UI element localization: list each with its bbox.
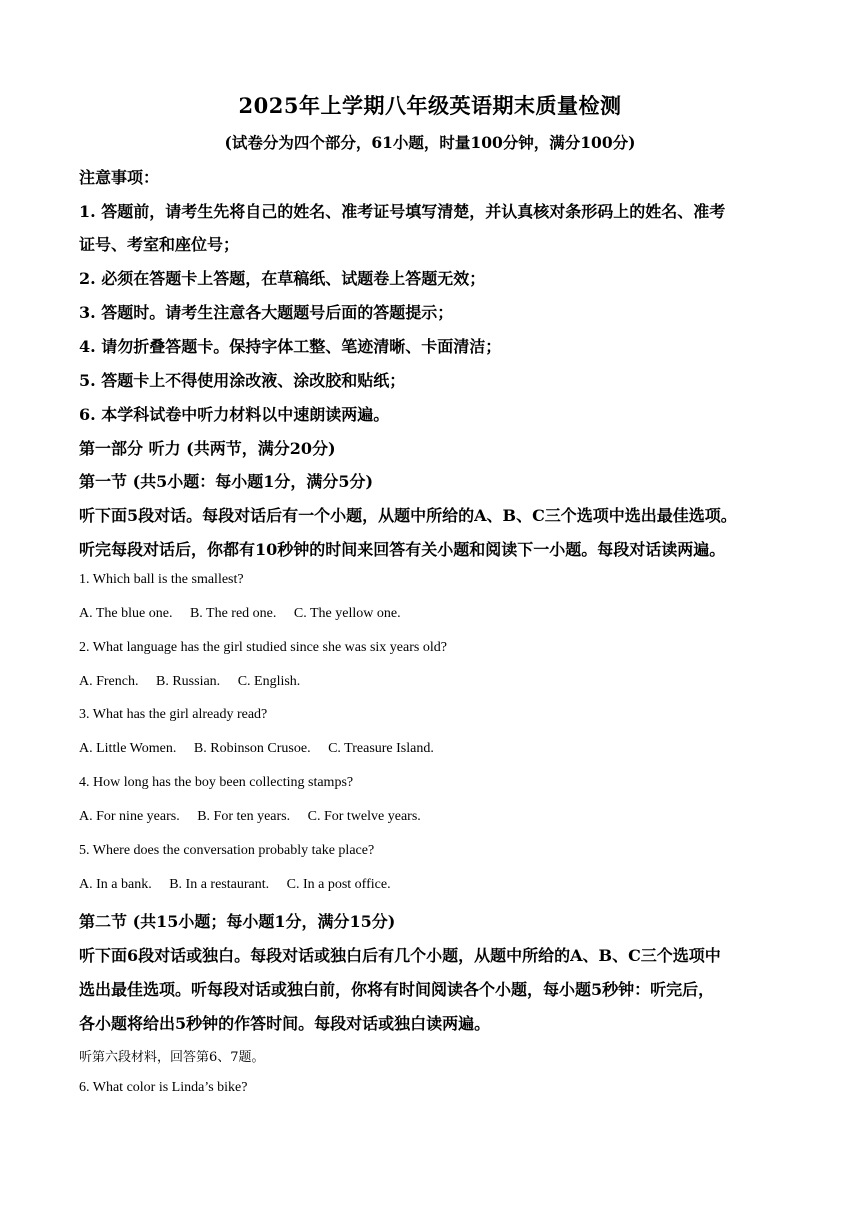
question-options: [79, 606, 789, 622]
question-options: [79, 741, 789, 757]
option-a: A. The blue one.: [79, 606, 173, 621]
section2-instruction: 听下面6段对话或独白。每段对话或独白后有几个小题，从题中所给的A、B、C三个选项中: [79, 946, 721, 965]
option-a: A. For nine years.: [79, 809, 180, 824]
option-b: B. Russian.: [156, 674, 221, 689]
section1-instruction: 听完每段对话后，你都有10秒钟的时间来回答有关小题和阅读下一小题。每段对话读两遍。: [79, 540, 726, 559]
option-a: A. French.: [79, 674, 139, 689]
question-options: [79, 877, 789, 893]
question-text: 2. What language has the girl studied since she was six years old?: [79, 640, 447, 655]
notice-item: 证号、考室和座位号；: [79, 235, 240, 254]
page-title: 2025年上学期八年级英语期末质量检测: [238, 93, 622, 118]
question-options: [79, 809, 789, 825]
question-text: 4. How long has the boy been collecting stamps?: [79, 775, 354, 790]
option-c: C. Treasure Island.: [328, 741, 434, 756]
material-note: 听第六段材料，回答第6、7题。: [79, 1050, 265, 1065]
option-a: A. In a bank.: [79, 877, 152, 892]
notice-item: 5. 答题卡上不得使用涂改液、涂改胶和贴纸；: [79, 371, 406, 390]
section1-instruction: 听下面5段对话。每段对话后有一个小题，从题中所给的A、B、C三个选项中选出最佳选项。: [79, 506, 737, 525]
part1-heading: 第一部分 听力 (共两节，满分20分): [79, 439, 336, 458]
option-a: A. Little Women.: [79, 741, 177, 756]
question-text: 3. What has the girl already read?: [79, 707, 268, 722]
option-c: C. The yellow one.: [293, 606, 401, 621]
section2-instruction: 各小题将给出5秒钟的作答时间。每段对话或独白读两遍。: [79, 1014, 491, 1033]
option-c: C. For twelve years.: [307, 809, 421, 824]
question-text: 6. What color is Linda’s bike?: [79, 1080, 248, 1095]
question-text: 5. Where does the conversation probably take place?: [79, 843, 375, 858]
question-text: 1. Which ball is the smallest?: [79, 572, 244, 587]
option-b: B. In a restaurant.: [169, 877, 270, 892]
section1-heading: 第一节 (共5小题：每小题1分，满分5分): [79, 472, 374, 491]
notice-item: 4. 请勿折叠答题卡。保持字体工整、笔迹清晰、卡面清洁；: [79, 337, 502, 356]
notice-heading: 注意事项：: [79, 168, 160, 187]
option-c: C. In a post office.: [286, 877, 391, 892]
notice-item: 6. 本学科试卷中听力材料以中速朗读两遍。: [79, 405, 390, 424]
option-b: B. For ten years.: [197, 809, 291, 824]
question-options: [79, 674, 789, 690]
option-c: C. English.: [237, 674, 301, 689]
option-b: B. The red one.: [189, 606, 277, 621]
section2-instruction: 选出最佳选项。听每段对话或独白前，你将有时间阅读各个小题，每小题5秒钟：听完后，: [79, 980, 715, 999]
notice-item: 2. 必须在答题卡上答题，在草稿纸、试题卷上答题无效；: [79, 269, 486, 288]
notice-item: 1. 答题前，请考生先将自己的姓名、准考证号填写清楚，并认真核对条形码上的姓名、准考: [79, 202, 726, 221]
section2-heading: 第二节 (共15小题；每小题1分，满分15分): [79, 912, 396, 931]
option-b: B. Robinson Crusoe.: [193, 741, 311, 756]
notice-item: 3. 答题时。请考生注意各大题题号后面的答题提示；: [79, 303, 454, 322]
exam-subtitle: (试卷分为四个部分，61小题，时量100分钟，满分100分): [224, 133, 636, 152]
